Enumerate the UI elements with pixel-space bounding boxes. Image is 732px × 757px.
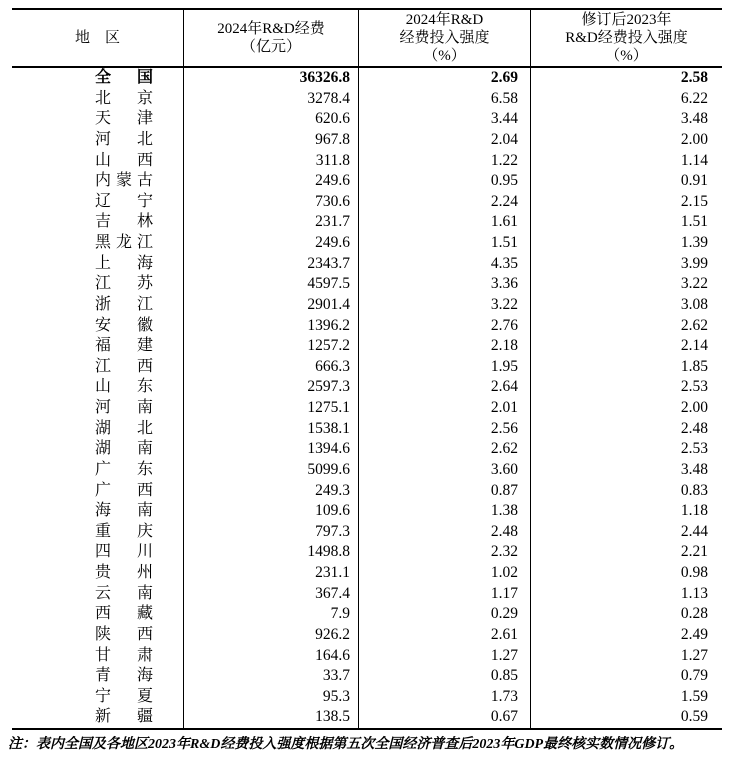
cell-expenditure-2024: 797.3: [184, 522, 359, 543]
cell-region: [12, 109, 184, 130]
region-name: 福 建: [95, 337, 153, 355]
cell-intensity-2024: 0.29: [359, 604, 531, 625]
header-line: 修订后2023年: [581, 12, 672, 28]
table-row: [12, 89, 722, 110]
region-name: 海 南: [95, 502, 153, 520]
cell-expenditure-2024: 1396.2: [184, 316, 359, 337]
cell-intensity-2023-revised: 1.14: [680, 151, 708, 169]
cell-region: [12, 377, 184, 398]
cell-intensity-2024: 3.22: [359, 295, 531, 316]
cell-region: [12, 274, 184, 295]
cell-intensity-2023-revised: 1.18: [680, 502, 708, 520]
table-row: [12, 501, 722, 522]
column-header-region-label: 地 区: [74, 30, 120, 46]
cell-intensity-2024: 2.01: [359, 398, 531, 419]
table-row: [12, 584, 722, 605]
region-name: 青 海: [95, 667, 153, 685]
table-row: [12, 522, 722, 543]
region-name: 云 南: [95, 584, 153, 602]
cell-intensity-2023-revised: 0.83: [680, 481, 708, 499]
cell-intensity-2023-revised: 0.91: [680, 172, 708, 190]
cell-intensity-2023-revised: 0.79: [680, 667, 708, 685]
table-row: [12, 68, 722, 89]
table-row: [12, 377, 722, 398]
table-row: [12, 646, 722, 667]
header-line: （%）: [605, 48, 648, 64]
cell-intensity-2023-revised: 1.51: [680, 213, 708, 231]
region-name: 贵 州: [95, 564, 153, 581]
table-row: [12, 130, 722, 151]
cell-intensity-2023-revised: 2.15: [680, 192, 708, 210]
cell-intensity-2023-revised: 3.48: [680, 110, 708, 128]
cell-region: [12, 151, 184, 172]
cell-intensity-2023-revised: 1.85: [680, 357, 708, 375]
cell-intensity-2023-revised: 3.48: [680, 460, 708, 478]
cell-region: [12, 584, 184, 605]
table-body: [12, 68, 722, 728]
cell-expenditure-2024: 926.2: [184, 625, 359, 646]
cell-intensity-2024: 1.17: [359, 584, 531, 605]
header-line: （亿元）: [240, 39, 301, 55]
cell-region: [12, 419, 184, 440]
cell-region: [12, 295, 184, 316]
region-name: 全 国: [95, 69, 153, 86]
table-row: [12, 542, 722, 563]
cell-intensity-2023-revised: 2.62: [680, 316, 708, 334]
region-name: 河 南: [95, 399, 153, 416]
table-header-row: [12, 10, 722, 68]
cell-intensity-2024: 3.60: [359, 460, 531, 481]
cell-region: [12, 542, 184, 563]
region-name: 西 藏: [95, 605, 153, 623]
region-name: 内蒙古: [95, 172, 153, 190]
cell-intensity-2023-revised: 2.21: [680, 543, 708, 561]
cell-intensity-2023-revised: 2.44: [680, 522, 708, 540]
table-row: [12, 295, 722, 316]
region-name: 湖 南: [95, 440, 153, 458]
cell-expenditure-2024: 7.9: [184, 604, 359, 625]
cell-intensity-2023-revised: 3.22: [680, 275, 708, 293]
cell-expenditure-2024: 231.7: [184, 212, 359, 233]
cell-region: [12, 357, 184, 378]
table-row: [12, 336, 722, 357]
cell-intensity-2024: 6.58: [359, 89, 531, 110]
cell-intensity-2024: 2.61: [359, 625, 531, 646]
cell-expenditure-2024: 311.8: [184, 151, 359, 172]
region-name: 北 京: [95, 89, 153, 107]
cell-region: [12, 604, 184, 625]
table-row: [12, 233, 722, 254]
cell-expenditure-2024: 666.3: [184, 357, 359, 378]
column-header-intensity-2024: [359, 10, 531, 66]
cell-expenditure-2024: 249.6: [184, 171, 359, 192]
region-name: 河 北: [95, 130, 153, 148]
cell-intensity-2023-revised: 0.98: [680, 564, 708, 581]
cell-region: [12, 563, 184, 584]
cell-region: [12, 89, 184, 110]
cell-intensity-2024: 0.95: [359, 171, 531, 192]
footnote: 注：表内全国及各地区2023年R&D经费投入强度根据第五次全国经济普查后2023年GDP最终核实数情况修订。: [8, 737, 684, 752]
table-row: [12, 398, 722, 419]
region-name: 四 川: [95, 543, 153, 561]
cell-expenditure-2024: 730.6: [184, 192, 359, 213]
header-line: 2024年R&D经费: [217, 21, 325, 37]
cell-region: [12, 646, 184, 667]
cell-intensity-2023-revised: 1.39: [680, 234, 708, 251]
table-row: [12, 666, 722, 687]
cell-intensity-2024: 3.44: [359, 109, 531, 130]
cell-intensity-2024: 2.64: [359, 377, 531, 398]
region-name: 安 徽: [95, 316, 153, 334]
cell-intensity-2023-revised: 2.00: [680, 130, 708, 148]
header-line: （%）: [423, 48, 466, 64]
cell-intensity-2024: 2.32: [359, 542, 531, 563]
table-row: [12, 604, 722, 625]
cell-intensity-2023-revised: 2.14: [680, 337, 708, 355]
region-name: 江 苏: [95, 275, 153, 293]
cell-expenditure-2024: 164.6: [184, 646, 359, 667]
region-name: 吉 林: [95, 213, 153, 231]
rd-expenditure-table: [12, 8, 722, 730]
column-header-expenditure-2024: [184, 10, 359, 66]
cell-expenditure-2024: 4597.5: [184, 274, 359, 295]
cell-region: [12, 130, 184, 151]
cell-intensity-2024: 4.35: [359, 254, 531, 275]
cell-expenditure-2024: 1257.2: [184, 336, 359, 357]
cell-intensity-2023-revised: 3.08: [680, 295, 708, 313]
cell-region: [12, 398, 184, 419]
table-row: [12, 460, 722, 481]
cell-region: [12, 171, 184, 192]
region-name: 新 疆: [95, 708, 153, 726]
table-row: [12, 439, 722, 460]
table-row: [12, 254, 722, 275]
cell-expenditure-2024: 249.6: [184, 233, 359, 254]
cell-expenditure-2024: 5099.6: [184, 460, 359, 481]
cell-intensity-2024: 1.27: [359, 646, 531, 667]
header-line: R&D经费投入强度: [565, 30, 688, 46]
cell-expenditure-2024: 967.8: [184, 130, 359, 151]
column-header-intensity-2023-revised: [531, 10, 722, 66]
region-name: 山 西: [95, 151, 153, 169]
table-row: [12, 357, 722, 378]
cell-intensity-2024: 1.95: [359, 357, 531, 378]
cell-expenditure-2024: 33.7: [184, 666, 359, 687]
cell-expenditure-2024: 1538.1: [184, 419, 359, 440]
cell-region: [12, 212, 184, 233]
cell-expenditure-2024: 231.1: [184, 563, 359, 584]
cell-intensity-2024: 2.48: [359, 522, 531, 543]
cell-expenditure-2024: 620.6: [184, 109, 359, 130]
cell-intensity-2024: 1.73: [359, 687, 531, 708]
region-name: 天 津: [95, 110, 153, 128]
cell-intensity-2024: 2.76: [359, 316, 531, 337]
cell-expenditure-2024: 2901.4: [184, 295, 359, 316]
cell-intensity-2023-revised: 6.22: [680, 89, 708, 107]
cell-region: [12, 68, 184, 89]
region-name: 广 西: [95, 481, 153, 499]
cell-intensity-2023-revised: 1.59: [680, 687, 708, 705]
cell-intensity-2024: 2.18: [359, 336, 531, 357]
cell-region: [12, 460, 184, 481]
column-header-region: [12, 10, 184, 66]
region-name: 重 庆: [95, 522, 153, 540]
cell-region: [12, 481, 184, 502]
cell-expenditure-2024: 1394.6: [184, 439, 359, 460]
region-name: 湖 北: [95, 419, 153, 437]
region-name: 辽 宁: [95, 192, 153, 210]
table-row: [12, 192, 722, 213]
cell-intensity-2024: 0.87: [359, 481, 531, 502]
cell-region: [12, 254, 184, 275]
cell-expenditure-2024: 249.3: [184, 481, 359, 502]
table-row: [12, 212, 722, 233]
cell-intensity-2024: 2.56: [359, 419, 531, 440]
cell-region: [12, 439, 184, 460]
region-name: 浙 江: [95, 295, 153, 313]
region-name: 山 东: [95, 378, 153, 396]
region-name: 上 海: [95, 254, 153, 272]
table-row: [12, 274, 722, 295]
table-row: [12, 481, 722, 502]
cell-intensity-2024: 1.02: [359, 563, 531, 584]
region-name: 黑龙江: [95, 234, 153, 251]
cell-intensity-2024: 1.22: [359, 151, 531, 172]
cell-region: [12, 233, 184, 254]
cell-intensity-2024: 0.85: [359, 666, 531, 687]
region-name: 甘 肃: [95, 646, 153, 664]
cell-expenditure-2024: 2597.3: [184, 377, 359, 398]
cell-expenditure-2024: 1498.8: [184, 542, 359, 563]
cell-expenditure-2024: 36326.8: [184, 68, 359, 89]
table-row: [12, 707, 722, 728]
cell-region: [12, 625, 184, 646]
table-row: [12, 171, 722, 192]
cell-intensity-2024: 2.24: [359, 192, 531, 213]
cell-intensity-2023-revised: 2.48: [680, 419, 708, 437]
cell-intensity-2023-revised: 0.59: [680, 708, 708, 726]
region-name: 江 西: [95, 357, 153, 375]
cell-expenditure-2024: 2343.7: [184, 254, 359, 275]
cell-intensity-2024: 2.69: [359, 68, 531, 89]
cell-intensity-2023-revised: 1.27: [680, 646, 708, 664]
cell-region: [12, 522, 184, 543]
cell-intensity-2024: 1.51: [359, 233, 531, 254]
cell-expenditure-2024: 109.6: [184, 501, 359, 522]
table-row: [12, 151, 722, 172]
cell-intensity-2023-revised: 2.53: [680, 440, 708, 458]
region-name: 宁 夏: [95, 687, 153, 705]
cell-region: [12, 707, 184, 728]
table-row: [12, 687, 722, 708]
table-row: [12, 419, 722, 440]
cell-intensity-2024: 3.36: [359, 274, 531, 295]
cell-intensity-2023-revised: 2.53: [680, 378, 708, 396]
cell-intensity-2023-revised: 2.58: [680, 69, 708, 86]
table-row: [12, 625, 722, 646]
header-line: 经费投入强度: [399, 30, 490, 46]
cell-intensity-2024: 0.67: [359, 707, 531, 728]
cell-intensity-2023-revised: 2.49: [680, 625, 708, 643]
cell-expenditure-2024: 3278.4: [184, 89, 359, 110]
table-row: [12, 316, 722, 337]
cell-expenditure-2024: 367.4: [184, 584, 359, 605]
cell-intensity-2024: 1.61: [359, 212, 531, 233]
header-line: 2024年R&D: [405, 12, 484, 28]
cell-intensity-2024: 1.38: [359, 501, 531, 522]
region-name: 陕 西: [95, 625, 153, 643]
cell-intensity-2024: 2.62: [359, 439, 531, 460]
cell-intensity-2023-revised: 3.99: [680, 254, 708, 272]
cell-expenditure-2024: 138.5: [184, 707, 359, 728]
cell-intensity-2024: 2.04: [359, 130, 531, 151]
table-row: [12, 109, 722, 130]
cell-region: [12, 501, 184, 522]
cell-region: [12, 336, 184, 357]
region-name: 广 东: [95, 460, 153, 478]
cell-intensity-2023-revised: 1.13: [680, 584, 708, 602]
cell-expenditure-2024: 1275.1: [184, 398, 359, 419]
cell-intensity-2023-revised: 2.00: [680, 399, 708, 416]
cell-region: [12, 687, 184, 708]
cell-intensity-2023-revised: 0.28: [680, 605, 708, 623]
table-row: [12, 563, 722, 584]
cell-region: [12, 192, 184, 213]
cell-region: [12, 666, 184, 687]
cell-expenditure-2024: 95.3: [184, 687, 359, 708]
cell-region: [12, 316, 184, 337]
